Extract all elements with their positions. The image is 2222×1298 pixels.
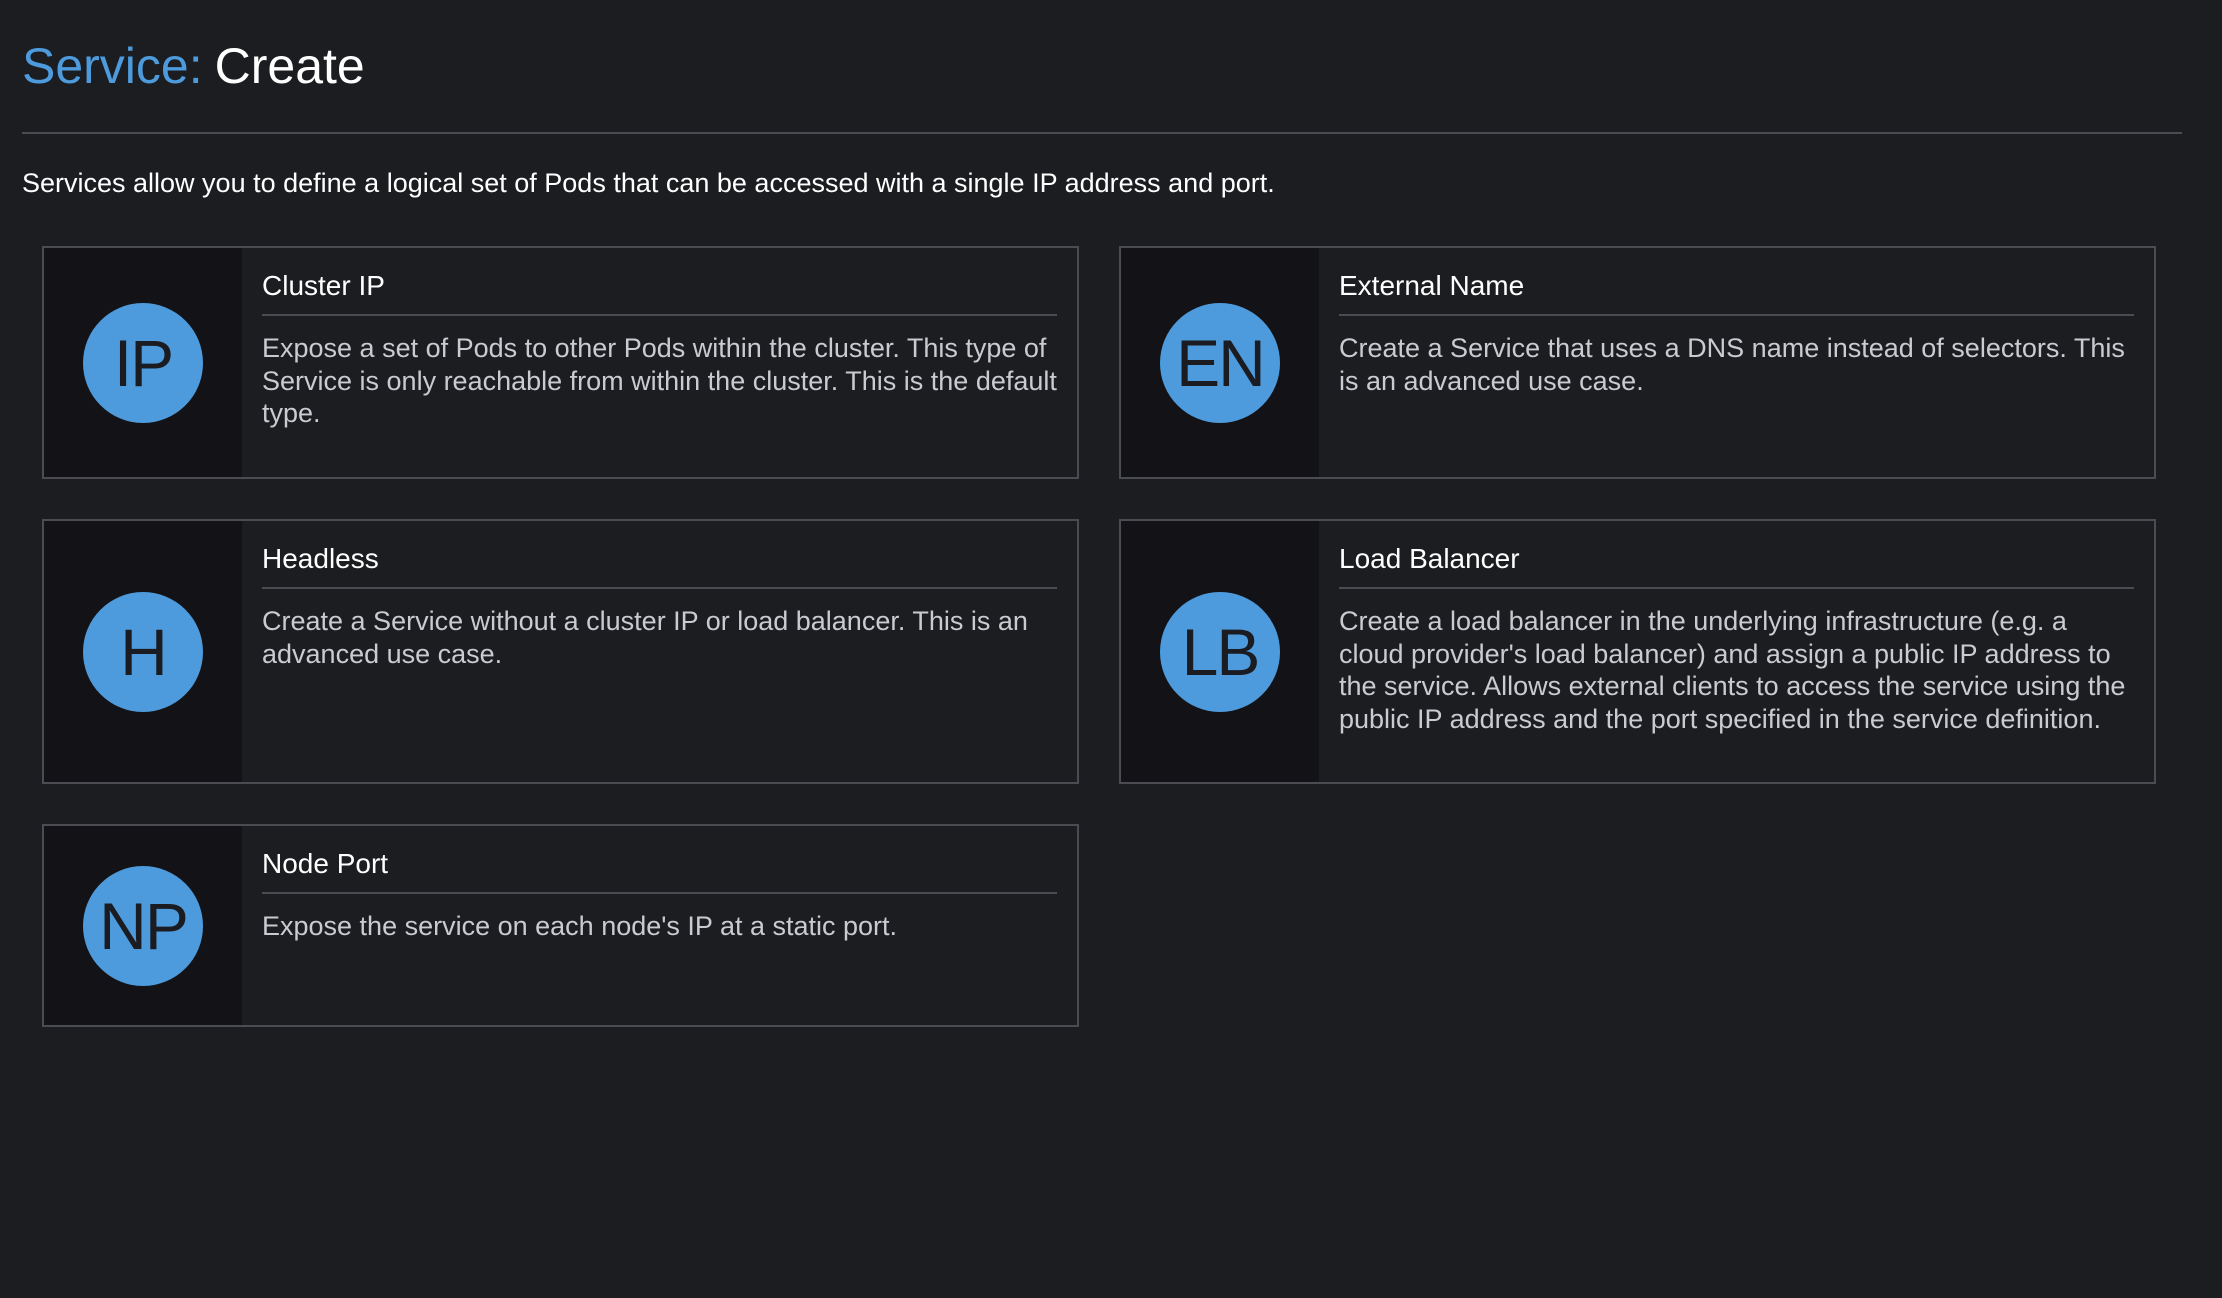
card-icon-column — [1121, 248, 1319, 477]
headless-icon: H — [83, 592, 203, 712]
service-type-card-external-name[interactable] — [1119, 246, 2156, 479]
card-description: Create a load balancer in the underlying infrastructure (e.g. a cloud provider's load balancer) and assign a public IP address to the service. Allows external clients to access the service using the public IP address and the port specified in the service definition. — [1339, 606, 2126, 734]
card-description: Expose the service on each node's IP at a static port. — [262, 911, 898, 941]
page-title: Create — [214, 38, 365, 94]
cluster-ip-icon: IP — [83, 303, 203, 423]
page-header — [22, 0, 2200, 96]
card-title: External Name — [1339, 268, 2134, 316]
card-description: Create a Service without a cluster IP or load balancer. This is an advanced use case. — [262, 606, 1028, 669]
breadcrumb-service[interactable]: Service: — [22, 38, 203, 94]
card-description: Expose a set of Pods to other Pods within the cluster. This type of Service is only reachable from within the cluster. This is the default type. — [262, 333, 1057, 428]
card-icon-column — [44, 521, 242, 782]
card-body — [242, 826, 1077, 1025]
card-title: Cluster IP — [262, 268, 1057, 316]
card-body — [1319, 248, 2154, 477]
card-icon-column — [1121, 521, 1319, 782]
card-body — [1319, 521, 2154, 782]
external-name-icon: EN — [1160, 303, 1280, 423]
service-type-card-node-port[interactable] — [42, 824, 1079, 1027]
card-icon-column — [44, 826, 242, 1025]
load-balancer-icon: LB — [1160, 592, 1280, 712]
service-type-card-load-balancer[interactable] — [1119, 519, 2156, 784]
card-body — [242, 248, 1077, 477]
card-title: Load Balancer — [1339, 541, 2134, 589]
card-icon-column — [44, 248, 242, 477]
header-divider — [22, 132, 2182, 134]
card-description: Create a Service that uses a DNS name instead of selectors. This is an advanced use case. — [1339, 333, 2125, 396]
card-body — [242, 521, 1077, 782]
service-type-card-cluster-ip[interactable] — [42, 246, 1079, 479]
card-title: Headless — [262, 541, 1057, 589]
service-type-card-headless[interactable] — [42, 519, 1079, 784]
node-port-icon: NP — [83, 866, 203, 986]
intro-text: Services allow you to define a logical set of Pods that can be accessed with a single IP address and port. — [22, 168, 1275, 198]
card-title: Node Port — [262, 846, 1057, 894]
